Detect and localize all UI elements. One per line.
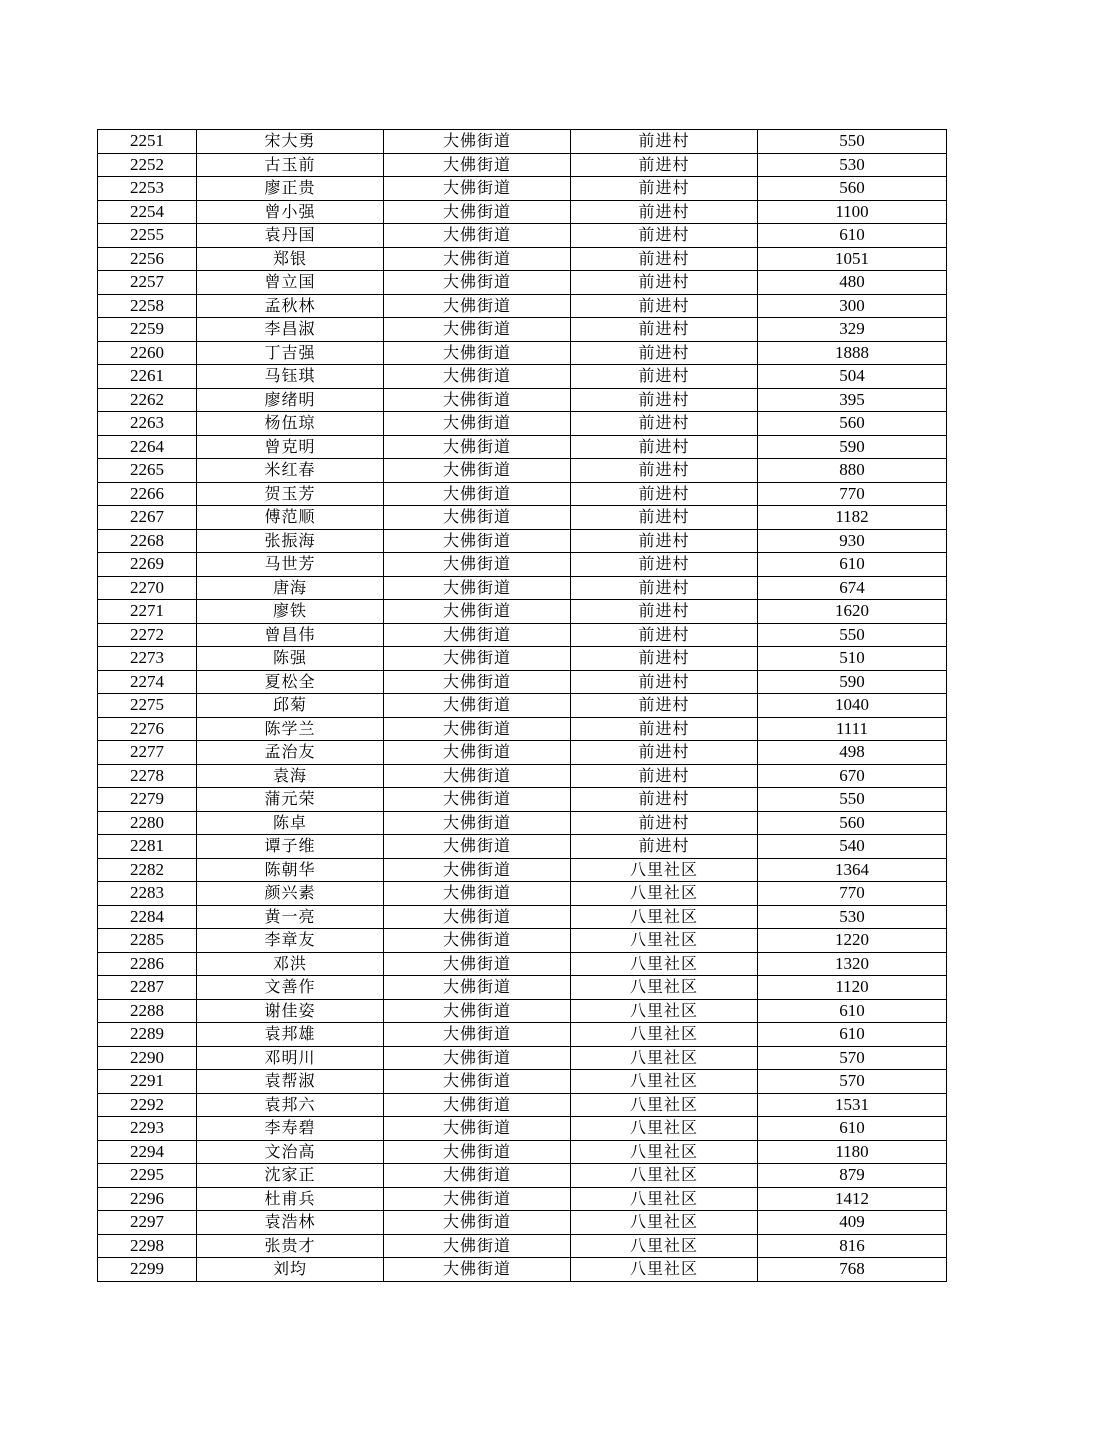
table-row	[98, 858, 947, 882]
name-cell: 李章友	[197, 929, 384, 953]
amount-cell: 670	[758, 764, 947, 788]
street-cell: 大佛街道	[384, 1070, 571, 1094]
name-cell: 沈家正	[197, 1164, 384, 1188]
table-row	[98, 482, 947, 506]
name-cell: 古玉前	[197, 153, 384, 177]
row-number-cell: 2299	[98, 1258, 197, 1282]
amount-cell: 1040	[758, 694, 947, 718]
row-number-cell: 2276	[98, 717, 197, 741]
name-cell: 邱菊	[197, 694, 384, 718]
street-cell: 大佛街道	[384, 271, 571, 295]
street-cell: 大佛街道	[384, 1211, 571, 1235]
community-cell: 前进村	[571, 764, 758, 788]
amount-cell: 1320	[758, 952, 947, 976]
street-cell: 大佛街道	[384, 130, 571, 154]
community-cell: 前进村	[571, 365, 758, 389]
name-cell: 陈学兰	[197, 717, 384, 741]
table-row	[98, 623, 947, 647]
community-cell: 前进村	[571, 694, 758, 718]
table-row	[98, 200, 947, 224]
street-cell: 大佛街道	[384, 459, 571, 483]
name-cell: 曾小强	[197, 200, 384, 224]
name-cell: 郑银	[197, 247, 384, 271]
table-row	[98, 694, 947, 718]
name-cell: 夏松全	[197, 670, 384, 694]
row-number-cell: 2254	[98, 200, 197, 224]
street-cell: 大佛街道	[384, 435, 571, 459]
community-cell: 八里社区	[571, 952, 758, 976]
amount-cell: 1100	[758, 200, 947, 224]
table-row	[98, 647, 947, 671]
name-cell: 廖铁	[197, 600, 384, 624]
table-row	[98, 1164, 947, 1188]
row-number-cell: 2296	[98, 1187, 197, 1211]
row-number-cell: 2281	[98, 835, 197, 859]
table-row	[98, 412, 947, 436]
community-cell: 前进村	[571, 130, 758, 154]
street-cell: 大佛街道	[384, 576, 571, 600]
name-cell: 廖正贵	[197, 177, 384, 201]
table-row	[98, 435, 947, 459]
street-cell: 大佛街道	[384, 365, 571, 389]
table-row	[98, 459, 947, 483]
street-cell: 大佛街道	[384, 224, 571, 248]
row-number-cell: 2285	[98, 929, 197, 953]
community-cell: 前进村	[571, 224, 758, 248]
amount-cell: 930	[758, 529, 947, 553]
table-row	[98, 341, 947, 365]
street-cell: 大佛街道	[384, 623, 571, 647]
row-number-cell: 2292	[98, 1093, 197, 1117]
street-cell: 大佛街道	[384, 905, 571, 929]
name-cell: 曾昌伟	[197, 623, 384, 647]
community-cell: 前进村	[571, 835, 758, 859]
table-body	[98, 130, 947, 1282]
amount-cell: 560	[758, 811, 947, 835]
street-cell: 大佛街道	[384, 318, 571, 342]
table-row	[98, 506, 947, 530]
community-cell: 前进村	[571, 318, 758, 342]
amount-cell: 1620	[758, 600, 947, 624]
community-cell: 八里社区	[571, 1140, 758, 1164]
amount-cell: 540	[758, 835, 947, 859]
name-cell: 邓洪	[197, 952, 384, 976]
community-cell: 八里社区	[571, 882, 758, 906]
amount-cell: 1120	[758, 976, 947, 1000]
street-cell: 大佛街道	[384, 929, 571, 953]
community-cell: 八里社区	[571, 905, 758, 929]
amount-cell: 1412	[758, 1187, 947, 1211]
row-number-cell: 2271	[98, 600, 197, 624]
row-number-cell: 2268	[98, 529, 197, 553]
amount-cell: 550	[758, 623, 947, 647]
community-cell: 八里社区	[571, 1187, 758, 1211]
amount-cell: 1364	[758, 858, 947, 882]
street-cell: 大佛街道	[384, 153, 571, 177]
row-number-cell: 2279	[98, 788, 197, 812]
row-number-cell: 2294	[98, 1140, 197, 1164]
street-cell: 大佛街道	[384, 1046, 571, 1070]
amount-cell: 590	[758, 670, 947, 694]
row-number-cell: 2274	[98, 670, 197, 694]
name-cell: 张振海	[197, 529, 384, 553]
name-cell: 贺玉芳	[197, 482, 384, 506]
amount-cell: 560	[758, 177, 947, 201]
street-cell: 大佛街道	[384, 247, 571, 271]
community-cell: 前进村	[571, 247, 758, 271]
table-row	[98, 388, 947, 412]
table-row	[98, 976, 947, 1000]
community-cell: 前进村	[571, 341, 758, 365]
name-cell: 马世芳	[197, 553, 384, 577]
community-cell: 前进村	[571, 177, 758, 201]
street-cell: 大佛街道	[384, 1023, 571, 1047]
community-cell: 前进村	[571, 741, 758, 765]
street-cell: 大佛街道	[384, 952, 571, 976]
street-cell: 大佛街道	[384, 1140, 571, 1164]
name-cell: 廖绪明	[197, 388, 384, 412]
row-number-cell: 2259	[98, 318, 197, 342]
amount-cell: 530	[758, 905, 947, 929]
table-row	[98, 365, 947, 389]
community-cell: 前进村	[571, 435, 758, 459]
amount-cell: 510	[758, 647, 947, 671]
table-row	[98, 1187, 947, 1211]
name-cell: 孟治友	[197, 741, 384, 765]
amount-cell: 590	[758, 435, 947, 459]
name-cell: 袁海	[197, 764, 384, 788]
row-number-cell: 2284	[98, 905, 197, 929]
row-number-cell: 2255	[98, 224, 197, 248]
amount-cell: 504	[758, 365, 947, 389]
amount-cell: 1888	[758, 341, 947, 365]
table-row	[98, 882, 947, 906]
row-number-cell: 2273	[98, 647, 197, 671]
table-row	[98, 1140, 947, 1164]
name-cell: 宋大勇	[197, 130, 384, 154]
community-cell: 前进村	[571, 506, 758, 530]
row-number-cell: 2289	[98, 1023, 197, 1047]
name-cell: 文治高	[197, 1140, 384, 1164]
row-number-cell: 2256	[98, 247, 197, 271]
community-cell: 八里社区	[571, 1046, 758, 1070]
street-cell: 大佛街道	[384, 200, 571, 224]
table-row	[98, 1023, 947, 1047]
street-cell: 大佛街道	[384, 976, 571, 1000]
table-row	[98, 999, 947, 1023]
row-number-cell: 2280	[98, 811, 197, 835]
name-cell: 傅范顺	[197, 506, 384, 530]
amount-cell: 550	[758, 130, 947, 154]
table-row	[98, 1258, 947, 1282]
amount-cell: 560	[758, 412, 947, 436]
community-cell: 前进村	[571, 788, 758, 812]
row-number-cell: 2286	[98, 952, 197, 976]
name-cell: 米红春	[197, 459, 384, 483]
row-number-cell: 2269	[98, 553, 197, 577]
row-number-cell: 2253	[98, 177, 197, 201]
amount-cell: 1051	[758, 247, 947, 271]
street-cell: 大佛街道	[384, 858, 571, 882]
street-cell: 大佛街道	[384, 412, 571, 436]
amount-cell: 1111	[758, 717, 947, 741]
community-cell: 前进村	[571, 153, 758, 177]
street-cell: 大佛街道	[384, 1258, 571, 1282]
amount-cell: 674	[758, 576, 947, 600]
table-row	[98, 1211, 947, 1235]
amount-cell: 768	[758, 1258, 947, 1282]
table-row	[98, 905, 947, 929]
community-cell: 八里社区	[571, 1093, 758, 1117]
community-cell: 前进村	[571, 717, 758, 741]
name-cell: 杨伍琼	[197, 412, 384, 436]
amount-cell: 550	[758, 788, 947, 812]
community-cell: 前进村	[571, 482, 758, 506]
community-cell: 前进村	[571, 271, 758, 295]
street-cell: 大佛街道	[384, 506, 571, 530]
table-row	[98, 1070, 947, 1094]
row-number-cell: 2264	[98, 435, 197, 459]
table-row	[98, 177, 947, 201]
name-cell: 袁邦雄	[197, 1023, 384, 1047]
street-cell: 大佛街道	[384, 600, 571, 624]
row-number-cell: 2297	[98, 1211, 197, 1235]
table-row	[98, 670, 947, 694]
table-row	[98, 576, 947, 600]
row-number-cell: 2251	[98, 130, 197, 154]
table-row	[98, 835, 947, 859]
amount-cell: 816	[758, 1234, 947, 1258]
amount-cell: 610	[758, 224, 947, 248]
community-cell: 八里社区	[571, 999, 758, 1023]
community-cell: 八里社区	[571, 1164, 758, 1188]
table-row	[98, 130, 947, 154]
community-cell: 八里社区	[571, 1023, 758, 1047]
community-cell: 前进村	[571, 529, 758, 553]
street-cell: 大佛街道	[384, 999, 571, 1023]
row-number-cell: 2257	[98, 271, 197, 295]
table-row	[98, 1117, 947, 1141]
community-cell: 八里社区	[571, 1070, 758, 1094]
row-number-cell: 2277	[98, 741, 197, 765]
name-cell: 唐海	[197, 576, 384, 600]
community-cell: 八里社区	[571, 929, 758, 953]
amount-cell: 395	[758, 388, 947, 412]
table-row	[98, 318, 947, 342]
table-row	[98, 741, 947, 765]
amount-cell: 610	[758, 1117, 947, 1141]
table-row	[98, 271, 947, 295]
street-cell: 大佛街道	[384, 1187, 571, 1211]
community-cell: 八里社区	[571, 976, 758, 1000]
name-cell: 颜兴素	[197, 882, 384, 906]
amount-cell: 570	[758, 1046, 947, 1070]
name-cell: 李昌淑	[197, 318, 384, 342]
row-number-cell: 2287	[98, 976, 197, 1000]
row-number-cell: 2275	[98, 694, 197, 718]
street-cell: 大佛街道	[384, 670, 571, 694]
community-cell: 前进村	[571, 647, 758, 671]
row-number-cell: 2278	[98, 764, 197, 788]
name-cell: 刘均	[197, 1258, 384, 1282]
amount-cell: 570	[758, 1070, 947, 1094]
table-row	[98, 1093, 947, 1117]
row-number-cell: 2265	[98, 459, 197, 483]
amount-cell: 770	[758, 482, 947, 506]
street-cell: 大佛街道	[384, 1164, 571, 1188]
amount-cell: 530	[758, 153, 947, 177]
row-number-cell: 2282	[98, 858, 197, 882]
street-cell: 大佛街道	[384, 694, 571, 718]
community-cell: 前进村	[571, 811, 758, 835]
row-number-cell: 2288	[98, 999, 197, 1023]
row-number-cell: 2252	[98, 153, 197, 177]
name-cell: 文善作	[197, 976, 384, 1000]
table-row	[98, 717, 947, 741]
community-cell: 八里社区	[571, 1117, 758, 1141]
community-cell: 八里社区	[571, 1258, 758, 1282]
amount-cell: 1180	[758, 1140, 947, 1164]
table-row	[98, 553, 947, 577]
row-number-cell: 2270	[98, 576, 197, 600]
amount-cell: 1220	[758, 929, 947, 953]
table-row	[98, 788, 947, 812]
row-number-cell: 2290	[98, 1046, 197, 1070]
amount-cell: 610	[758, 999, 947, 1023]
table-row	[98, 224, 947, 248]
name-cell: 李寿碧	[197, 1117, 384, 1141]
table-row	[98, 294, 947, 318]
community-cell: 八里社区	[571, 858, 758, 882]
row-number-cell: 2283	[98, 882, 197, 906]
amount-cell: 610	[758, 1023, 947, 1047]
street-cell: 大佛街道	[384, 647, 571, 671]
name-cell: 孟秋林	[197, 294, 384, 318]
community-cell: 前进村	[571, 670, 758, 694]
street-cell: 大佛街道	[384, 341, 571, 365]
name-cell: 黄一亮	[197, 905, 384, 929]
row-number-cell: 2258	[98, 294, 197, 318]
street-cell: 大佛街道	[384, 294, 571, 318]
table-row	[98, 153, 947, 177]
community-cell: 前进村	[571, 200, 758, 224]
row-number-cell: 2262	[98, 388, 197, 412]
name-cell: 丁吉强	[197, 341, 384, 365]
street-cell: 大佛街道	[384, 788, 571, 812]
community-cell: 前进村	[571, 388, 758, 412]
row-number-cell: 2291	[98, 1070, 197, 1094]
amount-cell: 409	[758, 1211, 947, 1235]
name-cell: 袁丹国	[197, 224, 384, 248]
row-number-cell: 2267	[98, 506, 197, 530]
name-cell: 陈强	[197, 647, 384, 671]
table-row	[98, 1046, 947, 1070]
amount-cell: 300	[758, 294, 947, 318]
name-cell: 袁邦六	[197, 1093, 384, 1117]
amount-cell: 879	[758, 1164, 947, 1188]
street-cell: 大佛街道	[384, 1117, 571, 1141]
street-cell: 大佛街道	[384, 482, 571, 506]
street-cell: 大佛街道	[384, 717, 571, 741]
street-cell: 大佛街道	[384, 529, 571, 553]
row-number-cell: 2293	[98, 1117, 197, 1141]
street-cell: 大佛街道	[384, 177, 571, 201]
community-cell: 八里社区	[571, 1234, 758, 1258]
table-row	[98, 764, 947, 788]
community-cell: 前进村	[571, 459, 758, 483]
name-cell: 陈朝华	[197, 858, 384, 882]
name-cell: 张贵才	[197, 1234, 384, 1258]
street-cell: 大佛街道	[384, 1093, 571, 1117]
street-cell: 大佛街道	[384, 811, 571, 835]
street-cell: 大佛街道	[384, 835, 571, 859]
table-row	[98, 811, 947, 835]
community-cell: 前进村	[571, 412, 758, 436]
table-row	[98, 600, 947, 624]
row-number-cell: 2298	[98, 1234, 197, 1258]
amount-cell: 480	[758, 271, 947, 295]
community-cell: 前进村	[571, 553, 758, 577]
name-cell: 马钰琪	[197, 365, 384, 389]
amount-cell: 329	[758, 318, 947, 342]
name-cell: 袁帮淑	[197, 1070, 384, 1094]
name-cell: 蒲元荣	[197, 788, 384, 812]
amount-cell: 880	[758, 459, 947, 483]
row-number-cell: 2260	[98, 341, 197, 365]
community-cell: 前进村	[571, 294, 758, 318]
table-row	[98, 952, 947, 976]
table-row	[98, 1234, 947, 1258]
community-cell: 八里社区	[571, 1211, 758, 1235]
table-row	[98, 529, 947, 553]
amount-cell: 1182	[758, 506, 947, 530]
row-number-cell: 2261	[98, 365, 197, 389]
street-cell: 大佛街道	[384, 553, 571, 577]
name-cell: 谭子维	[197, 835, 384, 859]
amount-cell: 1531	[758, 1093, 947, 1117]
street-cell: 大佛街道	[384, 764, 571, 788]
name-cell: 袁浩林	[197, 1211, 384, 1235]
community-cell: 前进村	[571, 623, 758, 647]
community-cell: 前进村	[571, 576, 758, 600]
street-cell: 大佛街道	[384, 882, 571, 906]
amount-cell: 610	[758, 553, 947, 577]
name-cell: 谢佳姿	[197, 999, 384, 1023]
amount-cell: 498	[758, 741, 947, 765]
row-number-cell: 2266	[98, 482, 197, 506]
name-cell: 陈卓	[197, 811, 384, 835]
table-row	[98, 247, 947, 271]
street-cell: 大佛街道	[384, 741, 571, 765]
data-table	[97, 129, 947, 1282]
row-number-cell: 2295	[98, 1164, 197, 1188]
name-cell: 邓明川	[197, 1046, 384, 1070]
table-row	[98, 929, 947, 953]
street-cell: 大佛街道	[384, 1234, 571, 1258]
row-number-cell: 2272	[98, 623, 197, 647]
name-cell: 杜甫兵	[197, 1187, 384, 1211]
name-cell: 曾立国	[197, 271, 384, 295]
row-number-cell: 2263	[98, 412, 197, 436]
street-cell: 大佛街道	[384, 388, 571, 412]
amount-cell: 770	[758, 882, 947, 906]
community-cell: 前进村	[571, 600, 758, 624]
name-cell: 曾克明	[197, 435, 384, 459]
